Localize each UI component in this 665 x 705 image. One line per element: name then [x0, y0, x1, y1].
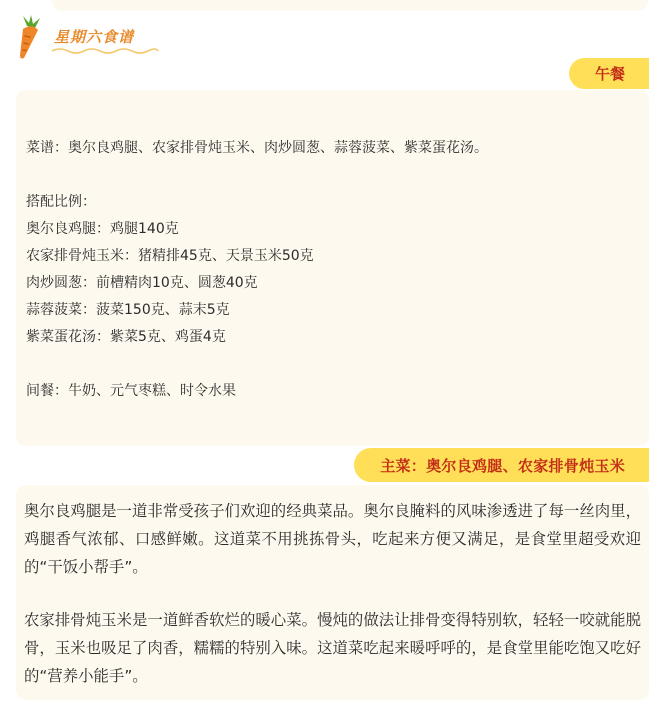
day-header: [14, 14, 314, 60]
snack-line: 间餐：牛奶、元气枣糕、时令水果: [26, 383, 236, 399]
lunch-menu-card: [16, 90, 649, 446]
title-underline-wave: [50, 46, 160, 56]
ratio-item: 紫菜蛋花汤：紫菜5克、鸡蛋4克: [26, 329, 226, 345]
top-card-edge: [52, 0, 648, 11]
main-dish-label: 主菜：奥尔良鸡腿、农家排骨炖玉米: [354, 448, 649, 482]
ratio-title: 搭配比例：: [26, 194, 96, 210]
ratio-item: 农家排骨炖玉米：猪精排45克、天景玉米50克: [26, 248, 314, 264]
carrot-icon: [14, 14, 44, 60]
menu-line: 菜谱：奥尔良鸡腿、农家排骨炖玉米、肉炒圆葱、蒜蓉菠菜、紫菜蛋花汤。: [26, 140, 488, 156]
day-title: 星期六食谱: [54, 28, 135, 46]
ratio-item: 蒜蓉菠菜：菠菜150克、蒜末5克: [26, 302, 230, 318]
ratio-item: 肉炒圆葱：前槽精肉10克、圆葱40克: [26, 275, 258, 291]
ratio-item: 奥尔良鸡腿：鸡腿140克: [26, 221, 179, 237]
dish-description: 奥尔良鸡腿是一道非常受孩子们欢迎的经典菜品。奥尔良腌料的风味渗透进了每一丝肉里，鸡腿香气浓郁、口感鲜嫩。这道菜不用挑拣骨头，吃起来方便又满足，是食堂里超受欢迎的“干饭小帮手”。: [24, 502, 641, 576]
lunch-label: 午餐: [569, 58, 649, 89]
dish-description: 农家排骨炖玉米是一道鲜香软烂的暖心菜。慢炖的做法让排骨变得特别软，轻轻一咬就能脱骨，玉米也吸足了肉香，糯糯的特别入味。这道菜吃起来暖呼呼的，是食堂里能吃饱又吃好的“营养小能手”。: [24, 611, 641, 685]
main-dish-card: [16, 485, 649, 700]
